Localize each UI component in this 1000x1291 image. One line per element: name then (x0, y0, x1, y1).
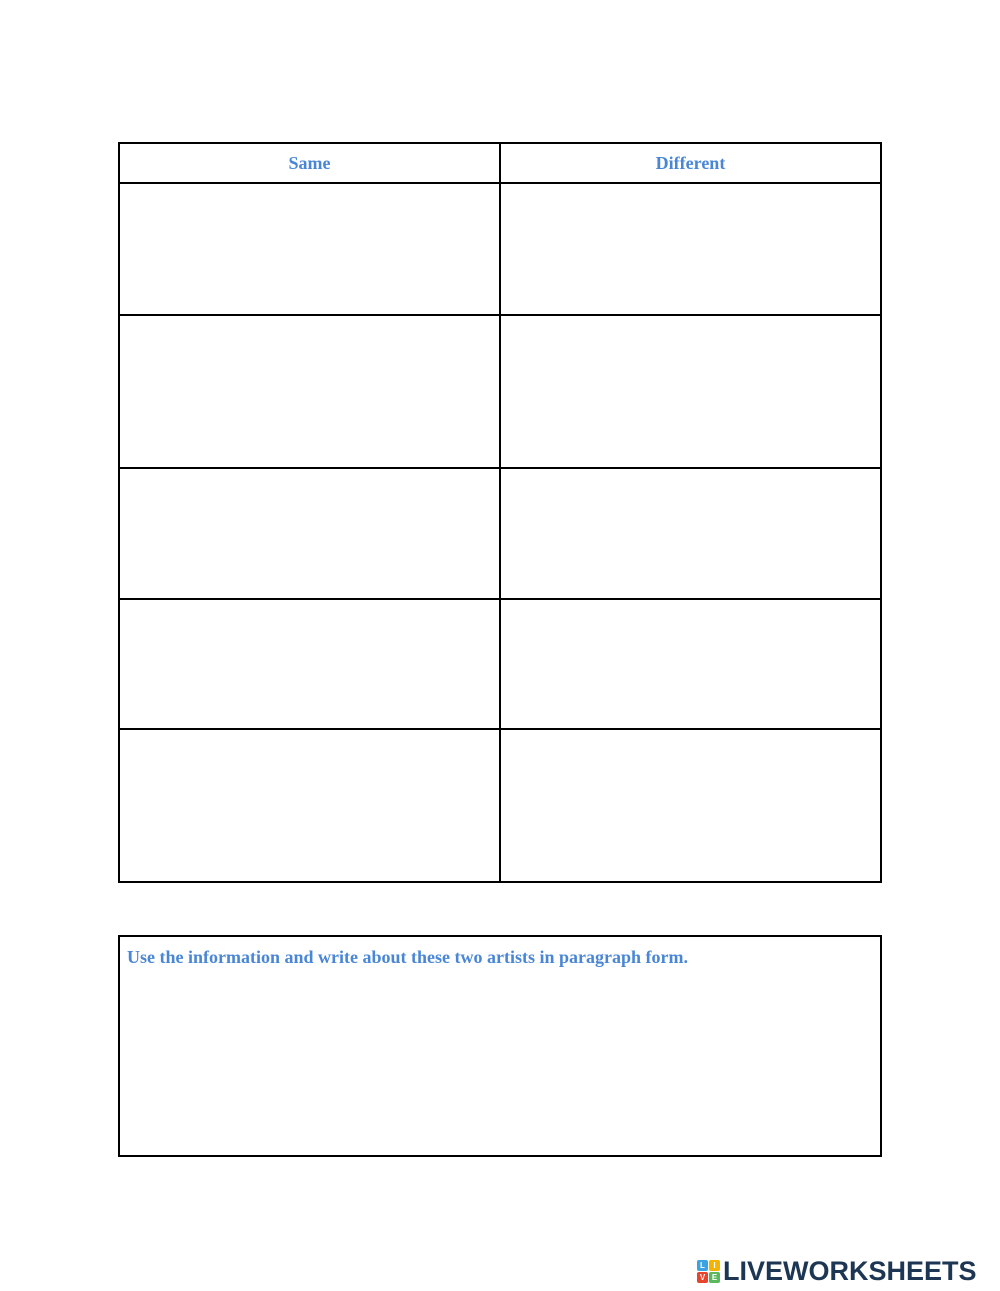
different-cell-3[interactable] (500, 468, 881, 599)
logo-letter-v: V (697, 1272, 708, 1283)
paragraph-answer-area[interactable] (120, 977, 880, 1155)
same-cell-5[interactable] (119, 729, 500, 882)
paragraph-prompt: Use the information and write about these two artists in paragraph form. (127, 947, 688, 967)
brand-text: LIVEWORKSHEETS (723, 1255, 977, 1286)
header-different: Different (500, 143, 881, 183)
different-cell-2[interactable] (500, 315, 881, 468)
compare-table (118, 142, 882, 883)
different-cell-5[interactable] (500, 729, 881, 882)
same-cell-4[interactable] (119, 599, 500, 729)
different-cell-1[interactable] (500, 183, 881, 315)
liveworksheets-logo (697, 1256, 977, 1286)
logo-letter-l: L (697, 1260, 708, 1271)
header-row (119, 143, 881, 183)
different-cell-4[interactable] (500, 599, 881, 729)
same-cell-3[interactable] (119, 468, 500, 599)
logo-letter-i: I (709, 1260, 720, 1271)
table-row (119, 315, 881, 468)
same-cell-2[interactable] (119, 315, 500, 468)
paragraph-box (118, 935, 882, 1157)
table-row (119, 183, 881, 315)
same-cell-1[interactable] (119, 183, 500, 315)
logo-letter-e: E (709, 1272, 720, 1283)
brand-logo-icon (697, 1260, 720, 1283)
header-same: Same (119, 143, 500, 183)
table-row (119, 599, 881, 729)
table-row (119, 468, 881, 599)
table-row (119, 729, 881, 882)
